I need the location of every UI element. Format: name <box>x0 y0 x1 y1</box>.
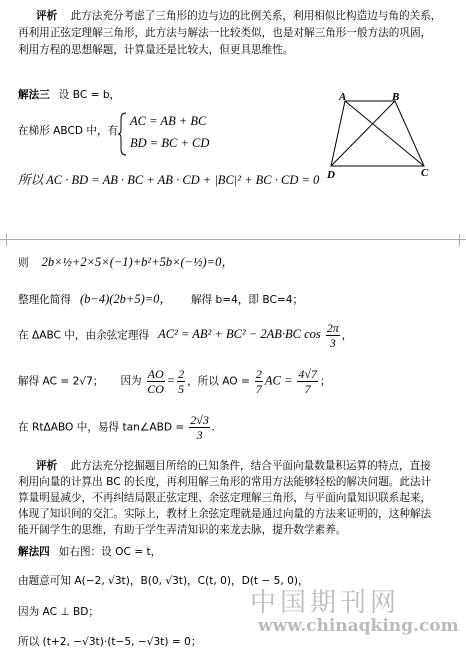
review2-line-1: 此方法充分挖掘题目所给的已知条件，结合平面向量数量积运算的特点，直接 <box>70 460 431 472</box>
tan-fraction: $\frac{2√3}{3}$ <box>190 413 209 442</box>
label-C: C <box>421 167 429 179</box>
label-A: A <box>339 91 347 103</box>
dot-zero-text: 所以 (t+2, −√3t)·(t−5, −√3t) = 0； <box>18 636 202 648</box>
cosine-prefix: 在 ΔABC 中，由余弦定理得 <box>18 329 150 342</box>
solve-ac-line: 解得 AC = 2√7； 因为 $\frac{AO}{CO}$ = $\frac{2}{5}$ ，所以 AO = $\frac{2}{7}$ AC = $\frac{4√7}{7}$ ； <box>18 367 331 396</box>
review-heading-1: 评析 <box>36 10 58 22</box>
simplify-eq: (b−4)(2b+5)=0， <box>79 292 172 306</box>
review-paragraph-1 <box>18 8 458 59</box>
method3-line <box>18 86 120 104</box>
known-points: 由题意可知 A(−2, √3t)，B(0, √3t)，C(t, 0)，D(t − 5, 0)， <box>18 575 309 587</box>
review-line-3: 利用方程的思想解题，计算量还是比较大，但更具思维性。 <box>18 44 294 56</box>
trapezoid-text: 在梯形 ABCD 中，有 <box>18 125 119 137</box>
vector-eq-2: BD = BC + CD <box>130 136 210 150</box>
method3-set: 设 BC = b， <box>58 89 121 101</box>
simplify-prefix: 整理化简得 <box>18 294 71 306</box>
cosine-line: 在 ΔABC 中，由余弦定理得 AC² = AB² + BC² − 2AB·BC cos $\frac{2\pi}{3}$ ， <box>18 321 353 350</box>
two-sevenths-fraction: $\frac{2}{7}$ <box>255 367 262 396</box>
dot-product-eq: 所以 AC · BD = AB · BC + AB · CD + |BC|² + BC · CD = 0 <box>18 173 320 187</box>
simplify-result: 解得 b=4，即 BC=4； <box>190 294 304 306</box>
review-paragraph-2 <box>18 458 458 538</box>
tan-prefix: 在 RtΔABO 中，易得 tan∠ABD = <box>18 421 185 434</box>
simplify-line <box>18 291 303 309</box>
label-B: B <box>392 91 400 103</box>
review-line-2: 再利用正弦定理解三角形，此方法与解法一比较类似，也是对解三角形一般方法的巩固， <box>18 27 432 39</box>
tan-line: 在 RtΔABO 中，易得 tan∠ABD = $\frac{2√3}{3}$ . <box>18 413 215 442</box>
brace-icon <box>118 112 128 156</box>
review-heading-2: 评析 <box>36 460 58 472</box>
dot-zero-line <box>18 633 201 651</box>
solve-ac-text: 解得 AC = 2√7； <box>18 375 104 388</box>
watermark-cn: 中国期刊网 <box>250 588 401 618</box>
cosine-eq: AC² = AB² + BC² − 2AB·BC cos <box>158 327 321 342</box>
four-root7-fraction: $\frac{4√7}{7}$ <box>298 367 318 396</box>
ao-co-fraction: $\frac{AO}{CO}$ <box>147 367 164 396</box>
review2-line-5: 能开阔学生的思维，有助于学生弄清知识的来龙去脉，提升数学素养。 <box>18 524 347 536</box>
review2-line-2: 利用向量的计算出 BC 的长度，再利用解三角形的常用方法能够轻松的解决问题。此法计 <box>18 476 432 488</box>
page-break <box>0 234 466 246</box>
cosine-fraction: $\frac{2\pi}{3}$ <box>326 321 339 350</box>
method3-label: 解法三 <box>18 89 50 101</box>
watermark-url: www.chinaqking.com <box>258 616 459 636</box>
review2-line-3: 算量明显减少，不再纠结局限正弦定理、余弦定理解三角形，与平面向量知识联系起来， <box>18 492 432 504</box>
method4-line <box>18 543 161 561</box>
vector-eq-1: AC = AB + BC <box>130 114 207 128</box>
trapezoid-figure <box>322 90 432 180</box>
perpendicular-text: 因为 AC ⊥ BD； <box>18 606 99 618</box>
method4-set: 如右图：设 OC = t， <box>58 546 162 558</box>
review-line-1: 此方法充分考虑了三角形的边与边的比例关系，利用相似比构造边与角的关系， <box>70 10 442 22</box>
two-fifths-fraction: $\frac{2}{5}$ <box>178 367 185 396</box>
review2-line-4: 体现了知识间的交汇。实际上，教材上余弦定理就是通过向量的方法来证明的，这种解法 <box>18 508 432 520</box>
then-line <box>18 254 234 272</box>
dot-product-line <box>18 172 319 189</box>
then-prefix: 则 <box>18 257 29 269</box>
method4-label: 解法四 <box>18 546 50 558</box>
label-D: D <box>327 169 335 180</box>
perpendicular-line <box>18 603 99 621</box>
then-eq: 2b×½+2×5×(−1)+b²+5b×(−½)=0， <box>41 255 234 269</box>
